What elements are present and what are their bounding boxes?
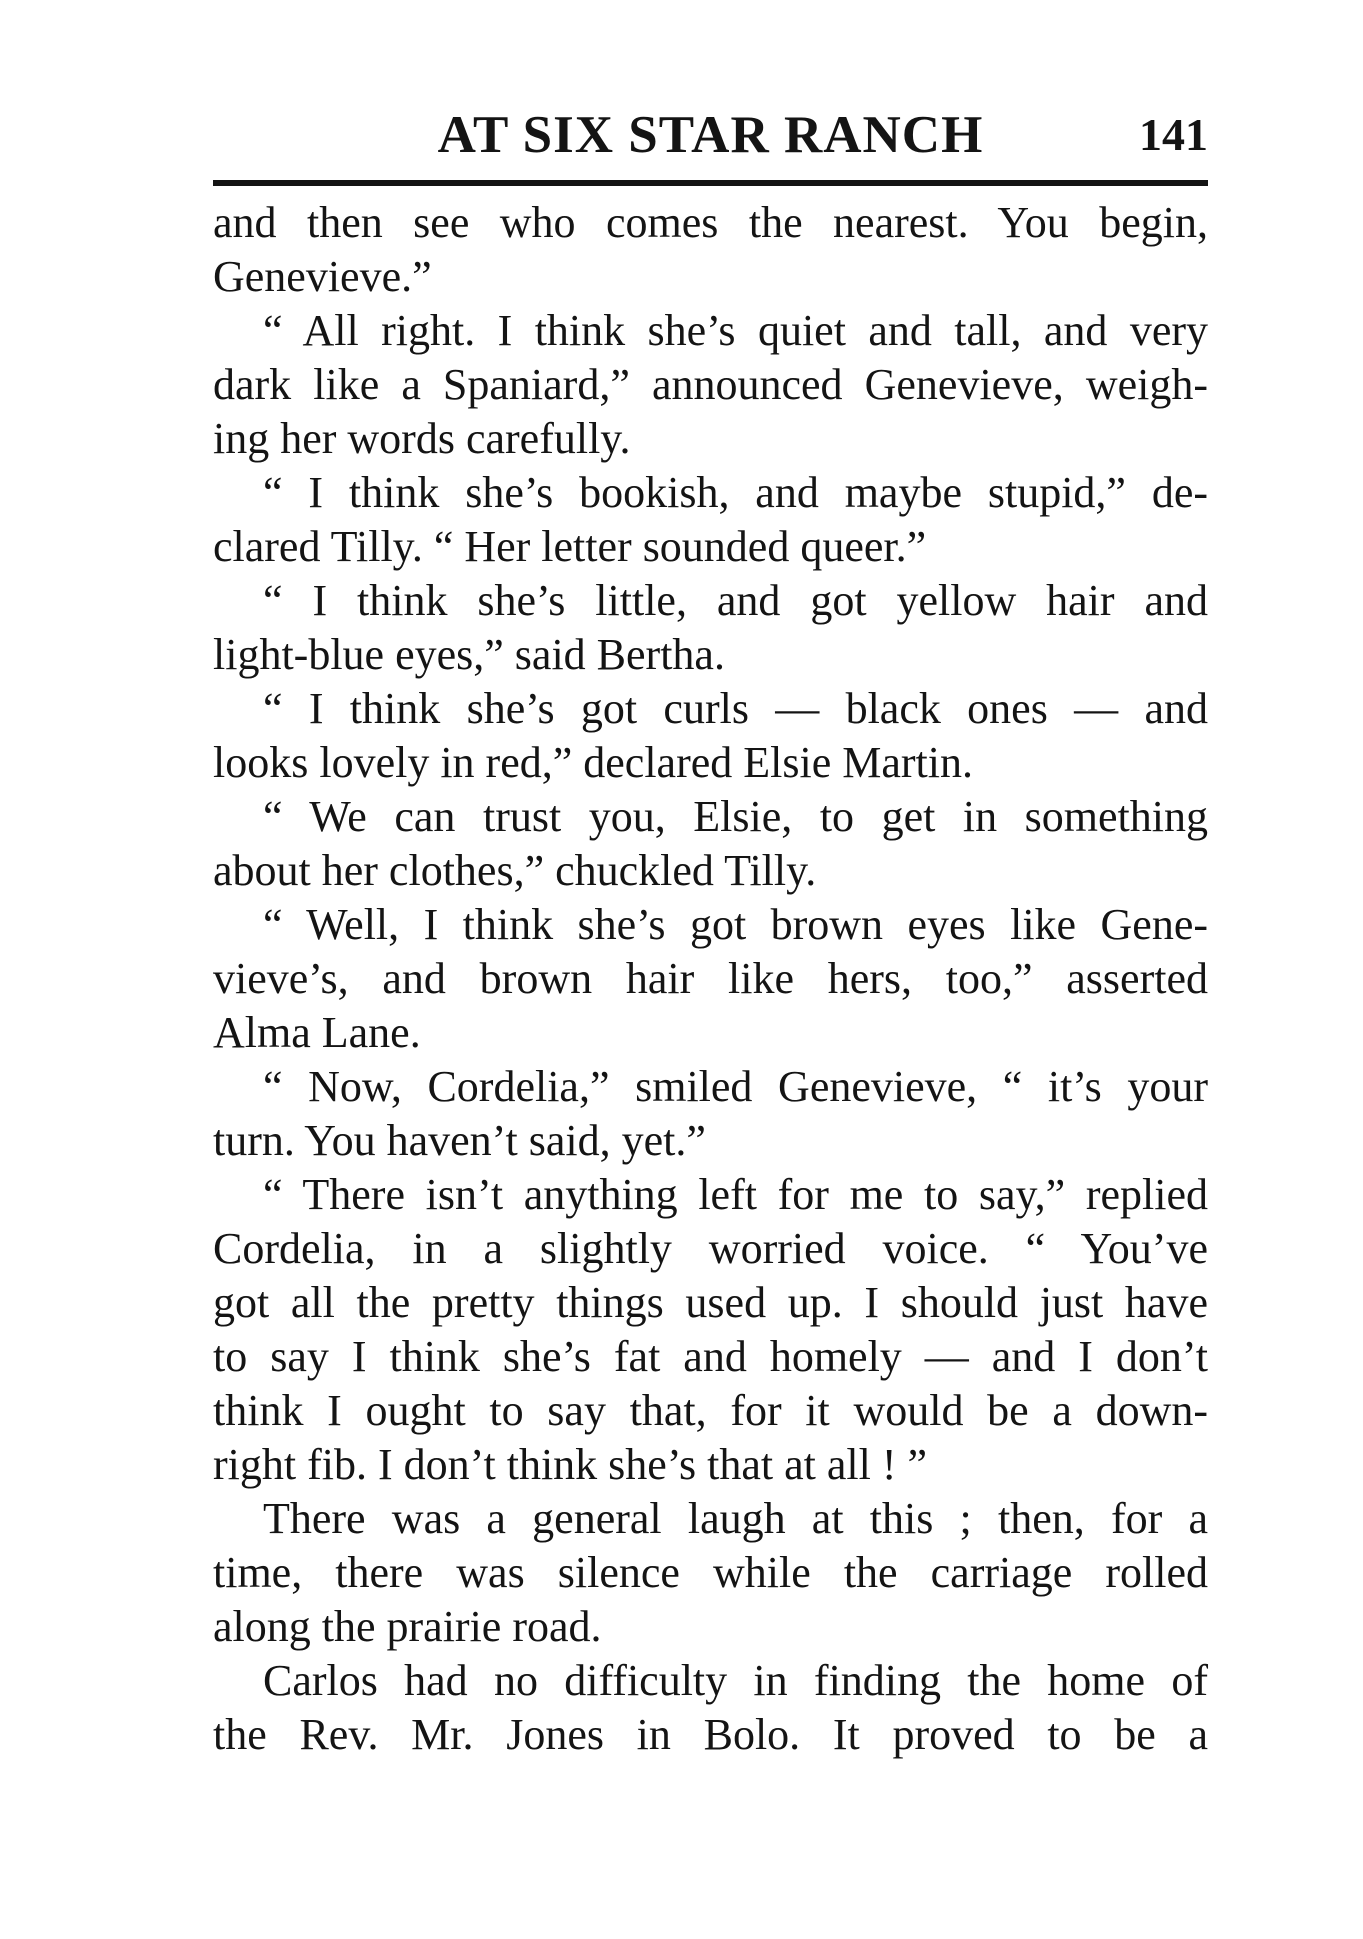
page-number: 141 — [1139, 109, 1208, 160]
text-line: right fib. I don’t think she’s that at all ! ” — [213, 1440, 928, 1489]
page-header — [213, 100, 1208, 170]
text-line: looks lovely in red,” declared Elsie Martin. — [213, 738, 973, 787]
text-line: got all the pretty things used up. I should just have — [213, 1278, 1208, 1327]
text-line: the Rev. Mr. Jones in Bolo. It proved to be a — [213, 1710, 1208, 1759]
text-line: along the prairie road. — [213, 1602, 602, 1651]
text-line: time, there was silence while the carriage rolled — [213, 1548, 1208, 1597]
text-line: turn. You haven’t said, yet.” — [213, 1116, 706, 1165]
text-line: “ There isn’t anything left for me to say,” replied — [263, 1170, 1208, 1219]
text-line: “ All right. I think she’s quiet and tall, and very — [263, 306, 1208, 355]
text-line: clared Tilly. “ Her letter sounded queer.” — [213, 522, 927, 571]
text-line: and then see who comes the nearest. You begin, — [213, 198, 1208, 247]
running-head: AT SIX STAR RANCH — [437, 106, 984, 164]
text-line: about her clothes,” chuckled Tilly. — [213, 846, 817, 895]
text-line: There was a general laugh at this ; then, for a — [263, 1494, 1208, 1543]
text-line: light-blue eyes,” said Bertha. — [213, 630, 725, 679]
header-rule — [213, 180, 1208, 186]
text-line: ing her words carefully. — [213, 414, 631, 463]
text-line: dark like a Spaniard,” announced Genevieve, weigh- — [213, 360, 1208, 409]
text-line: “ I think she’s bookish, and maybe stupid,” de- — [263, 468, 1208, 517]
body-text — [213, 196, 1208, 1762]
text-line: think I ought to say that, for it would be a down- — [213, 1386, 1208, 1435]
text-line: Alma Lane. — [213, 1008, 421, 1057]
text-line: “ Now, Cordelia,” smiled Genevieve, “ it’s your — [263, 1062, 1208, 1111]
text-line: Cordelia, in a slightly worried voice. “ You’ve — [213, 1224, 1208, 1273]
text-line: vieve’s, and brown hair like hers, too,” asserted — [213, 954, 1208, 1003]
text-line: “ I think she’s little, and got yellow hair and — [263, 576, 1208, 625]
text-line: “ Well, I think she’s got brown eyes like Gene- — [263, 900, 1208, 949]
text-line: to say I think she’s fat and homely — and I don’t — [213, 1332, 1208, 1381]
text-line: Carlos had no difficulty in finding the home of — [263, 1656, 1208, 1705]
text-line: “ We can trust you, Elsie, to get in something — [263, 792, 1208, 841]
text-line: “ I think she’s got curls — black ones — and — [263, 684, 1208, 733]
text-line: Genevieve.” — [213, 252, 432, 301]
